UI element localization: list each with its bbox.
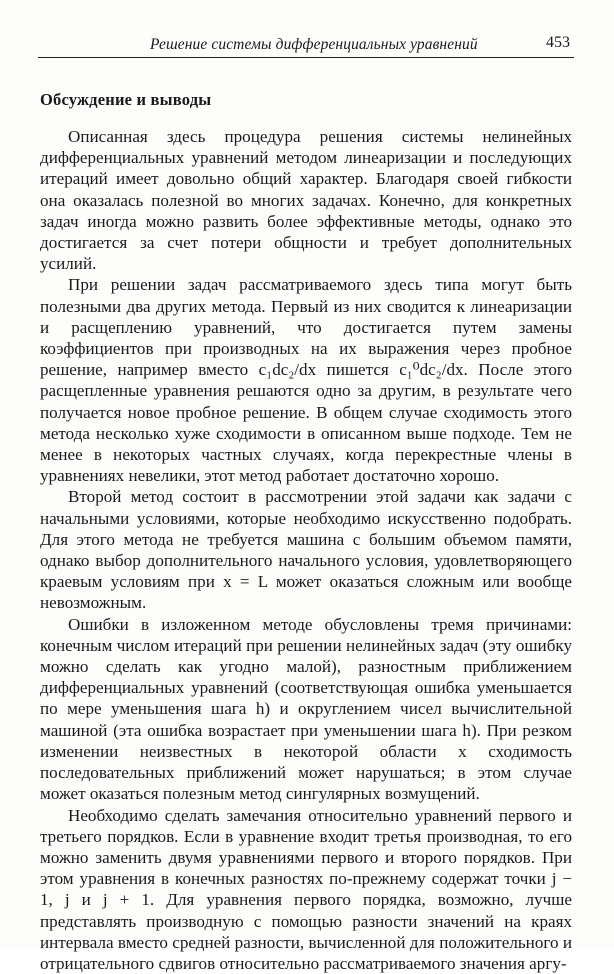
paragraph-2: При решении задач рассматриваемого здесь типа могут быть полезными два других метода. Первый из них сводится к линеаризации и расщеплению уравнений, что достигается путем замены коэффициентов при производных на их выражения через пробное решение, например вместо c₁dc₂/dx пишется c₁⁰dc₂/dx. После этого расщепленные уравнения решаются одно за другим, в результате чего получается новое пробное решение. В общем случае сходимость этого метода несколько хуже сходимости в описанном выше подходе. Тем не менее в некоторых частных случаях, когда перекрестные члены в уравнениях невелики, этот метод работает достаточно хорошо.	[40, 274, 572, 486]
running-title: Решение системы дифференциальных уравнений	[150, 36, 478, 54]
paragraph-1: Описанная здесь процедура решения системы нелинейных дифференциальных уравнений методом линеаризации и последующих итераций имеет довольно общий характер. Благодаря своей гибкости она оказалась полезной во многих задачах. Конечно, для конкретных задач иногда можно развить более эффективные методы, однако это достигается за счет потери общности и требует дополнительных усилий.	[40, 126, 572, 274]
paragraph-5: Необходимо сделать замечания относительно уравнений первого и третьего порядков. Если в уравнение входит третья производная, то его можно заменить двумя уравнениями первого и второго порядков. При этом уравнения в конечных разностях по-прежнему содержат точки j − 1, j и j + 1. Для уравнения первого порядка, возможно, лучше представлять производную с помощью разности значений на краях интервала вместо средней разности, вычисленной для положительного и отрицательного сдвигов относительно рассматриваемого значения аргу-	[40, 805, 572, 974]
running-head	[38, 34, 578, 56]
paragraph-3: Второй метод состоит в рассмотрении этой задачи как задачи с начальными условиями, которые необходимо искусственно подобрать. Для этого метода не требуется машина с большим объемом памяти, однако выбор дополнительного начального условия, удовлетворяющего краевым условиям при x = L может оказаться сложным или вообще невозможным.	[40, 486, 572, 613]
page-number: 453	[546, 34, 570, 52]
section-heading: Обсуждение и выводы	[40, 90, 211, 110]
paragraph-4: Ошибки в изложенном методе обусловлены тремя причинами: конечным числом итераций при решении нелинейных задач (эту ошибку можно сделать как угодно малой), разностным приближением дифференциальных уравнений (соответствующая ошибка уменьшается по мере уменьшения шага h) и округлением чисел вычислительной машиной (эта ошибка возрастает при уменьшении шага h). При резком изменении неизвестных в некоторой области x сходимость последовательных приближений может нарушаться; в этом случае может оказаться полезным метод сингулярных возмущений.	[40, 614, 572, 805]
header-rule	[38, 57, 574, 58]
body-text	[40, 122, 572, 974]
